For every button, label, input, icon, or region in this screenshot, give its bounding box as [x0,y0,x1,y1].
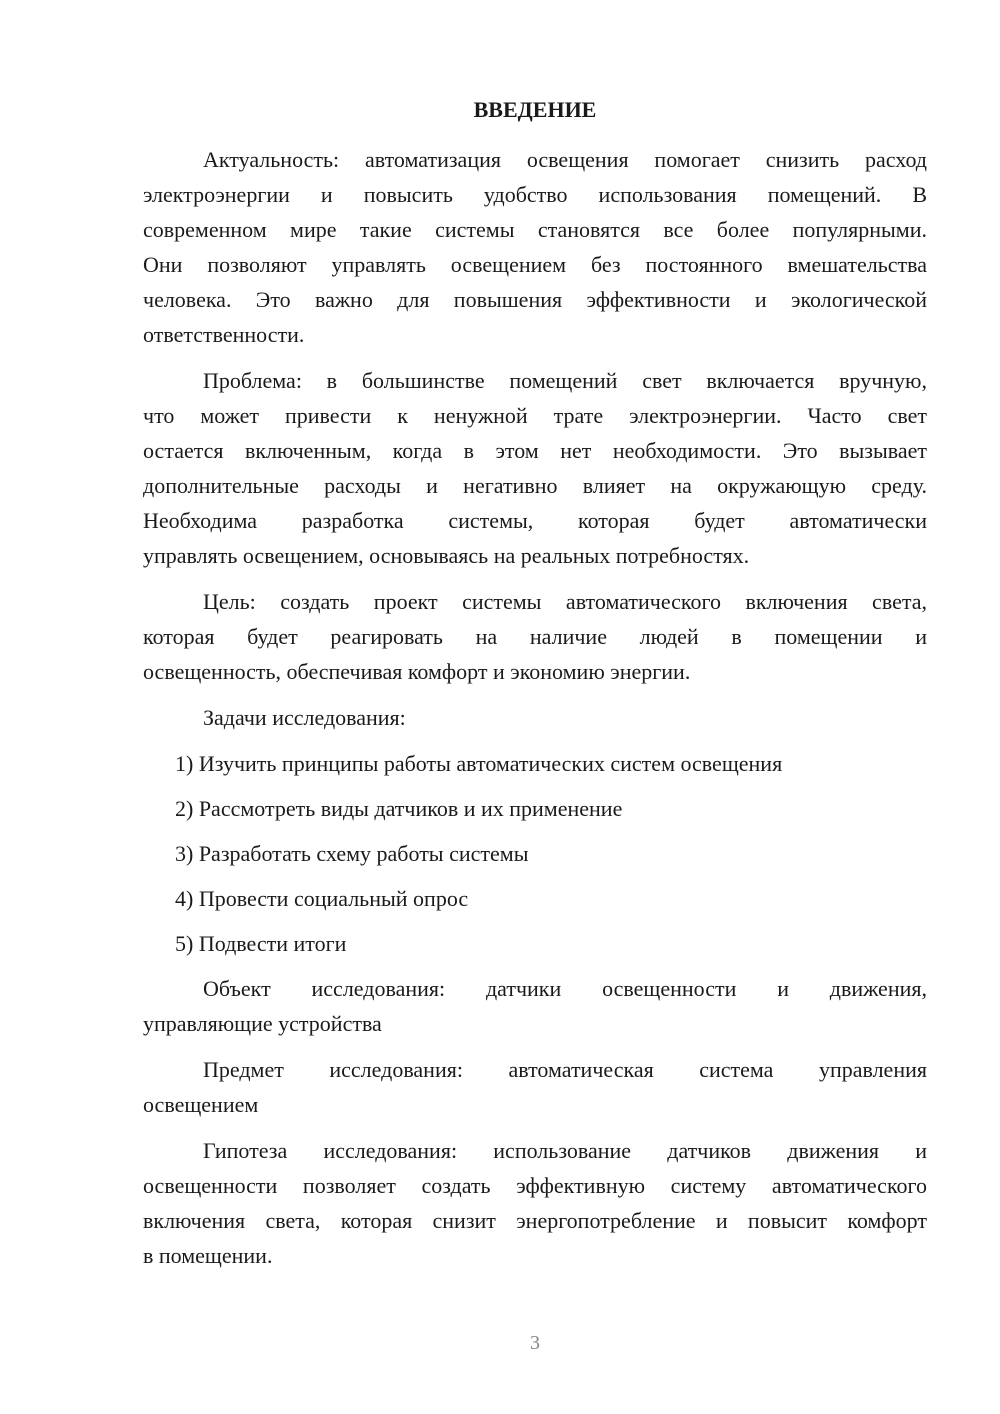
paragraph [143,142,927,352]
document-page [143,92,927,1284]
paragraph-line: освещением [143,1092,259,1117]
paragraph [143,1052,927,1122]
task-list-item: 4) Провести социальный опрос [175,886,469,911]
paragraph-line: Проблема: в большинстве помещений свет включается вручную, [203,368,927,393]
paragraph-line: Задачи исследования: [203,705,406,730]
paragraph-line: управлять освещением, основываясь на реальных потребностях. [143,543,750,568]
paragraph-line: современном мире такие системы становятся все более популярными. [143,217,927,242]
paragraph-line: освещенности позволяет создать эффективную систему автоматического [143,1173,927,1198]
task-list-item: 1) Изучить принципы работы автоматических систем освещения [175,751,783,776]
paragraph-line: Необходима разработка системы, которая будет автоматически [143,508,927,533]
paragraph [143,1133,927,1273]
paragraph-line: Объект исследования: датчики освещенности и движения, [203,976,927,1001]
paragraph-line: в помещении. [143,1243,273,1268]
paragraph [143,363,927,573]
paragraph-line: электроэнергии и повысить удобство использования помещений. В [143,182,927,207]
paragraph-line: Гипотеза исследования: использование датчиков движения и [203,1138,927,1163]
paragraph-line: включения света, которая снизит энергопотребление и повысит комфорт [143,1208,927,1233]
paragraph-line: управляющие устройства [143,1011,382,1036]
paragraph [143,584,927,689]
page-title: ВВЕДЕНИЕ [473,97,597,122]
paragraph-line: Предмет исследования: автоматическая система управления [203,1057,927,1082]
document-body [143,142,927,1273]
paragraph-line: человека. Это важно для повышения эффективности и экологической [143,287,927,312]
paragraph-line: ответственности. [143,322,305,347]
paragraph-line: Актуальность: автоматизация освещения помогает снизить расход [203,147,927,172]
paragraph-line: Цель: создать проект системы автоматического включения света, [203,589,927,614]
paragraph-line: Они позволяют управлять освещением без постоянного вмешательства [143,252,927,277]
paragraph-line: что может привести к ненужной трате электроэнергии. Часто свет [143,403,927,428]
paragraph-line: которая будет реагировать на наличие людей в помещении и [143,624,927,649]
paragraph-line: дополнительные расходы и негативно влияет на окружающую среду. [143,473,927,498]
task-list-item: 5) Подвести итоги [175,931,347,956]
paragraph-line: остается включенным, когда в этом нет необходимости. Это вызывает [143,438,927,463]
paragraph-line: освещенность, обеспечивая комфорт и экономию энергии. [143,659,691,684]
paragraph [143,700,927,735]
page-number: 3 [530,1332,540,1354]
task-list-item: 3) Разработать схему работы системы [175,841,529,866]
paragraph [143,971,927,1041]
task-list-item: 2) Рассмотреть виды датчиков и их применение [175,796,623,821]
